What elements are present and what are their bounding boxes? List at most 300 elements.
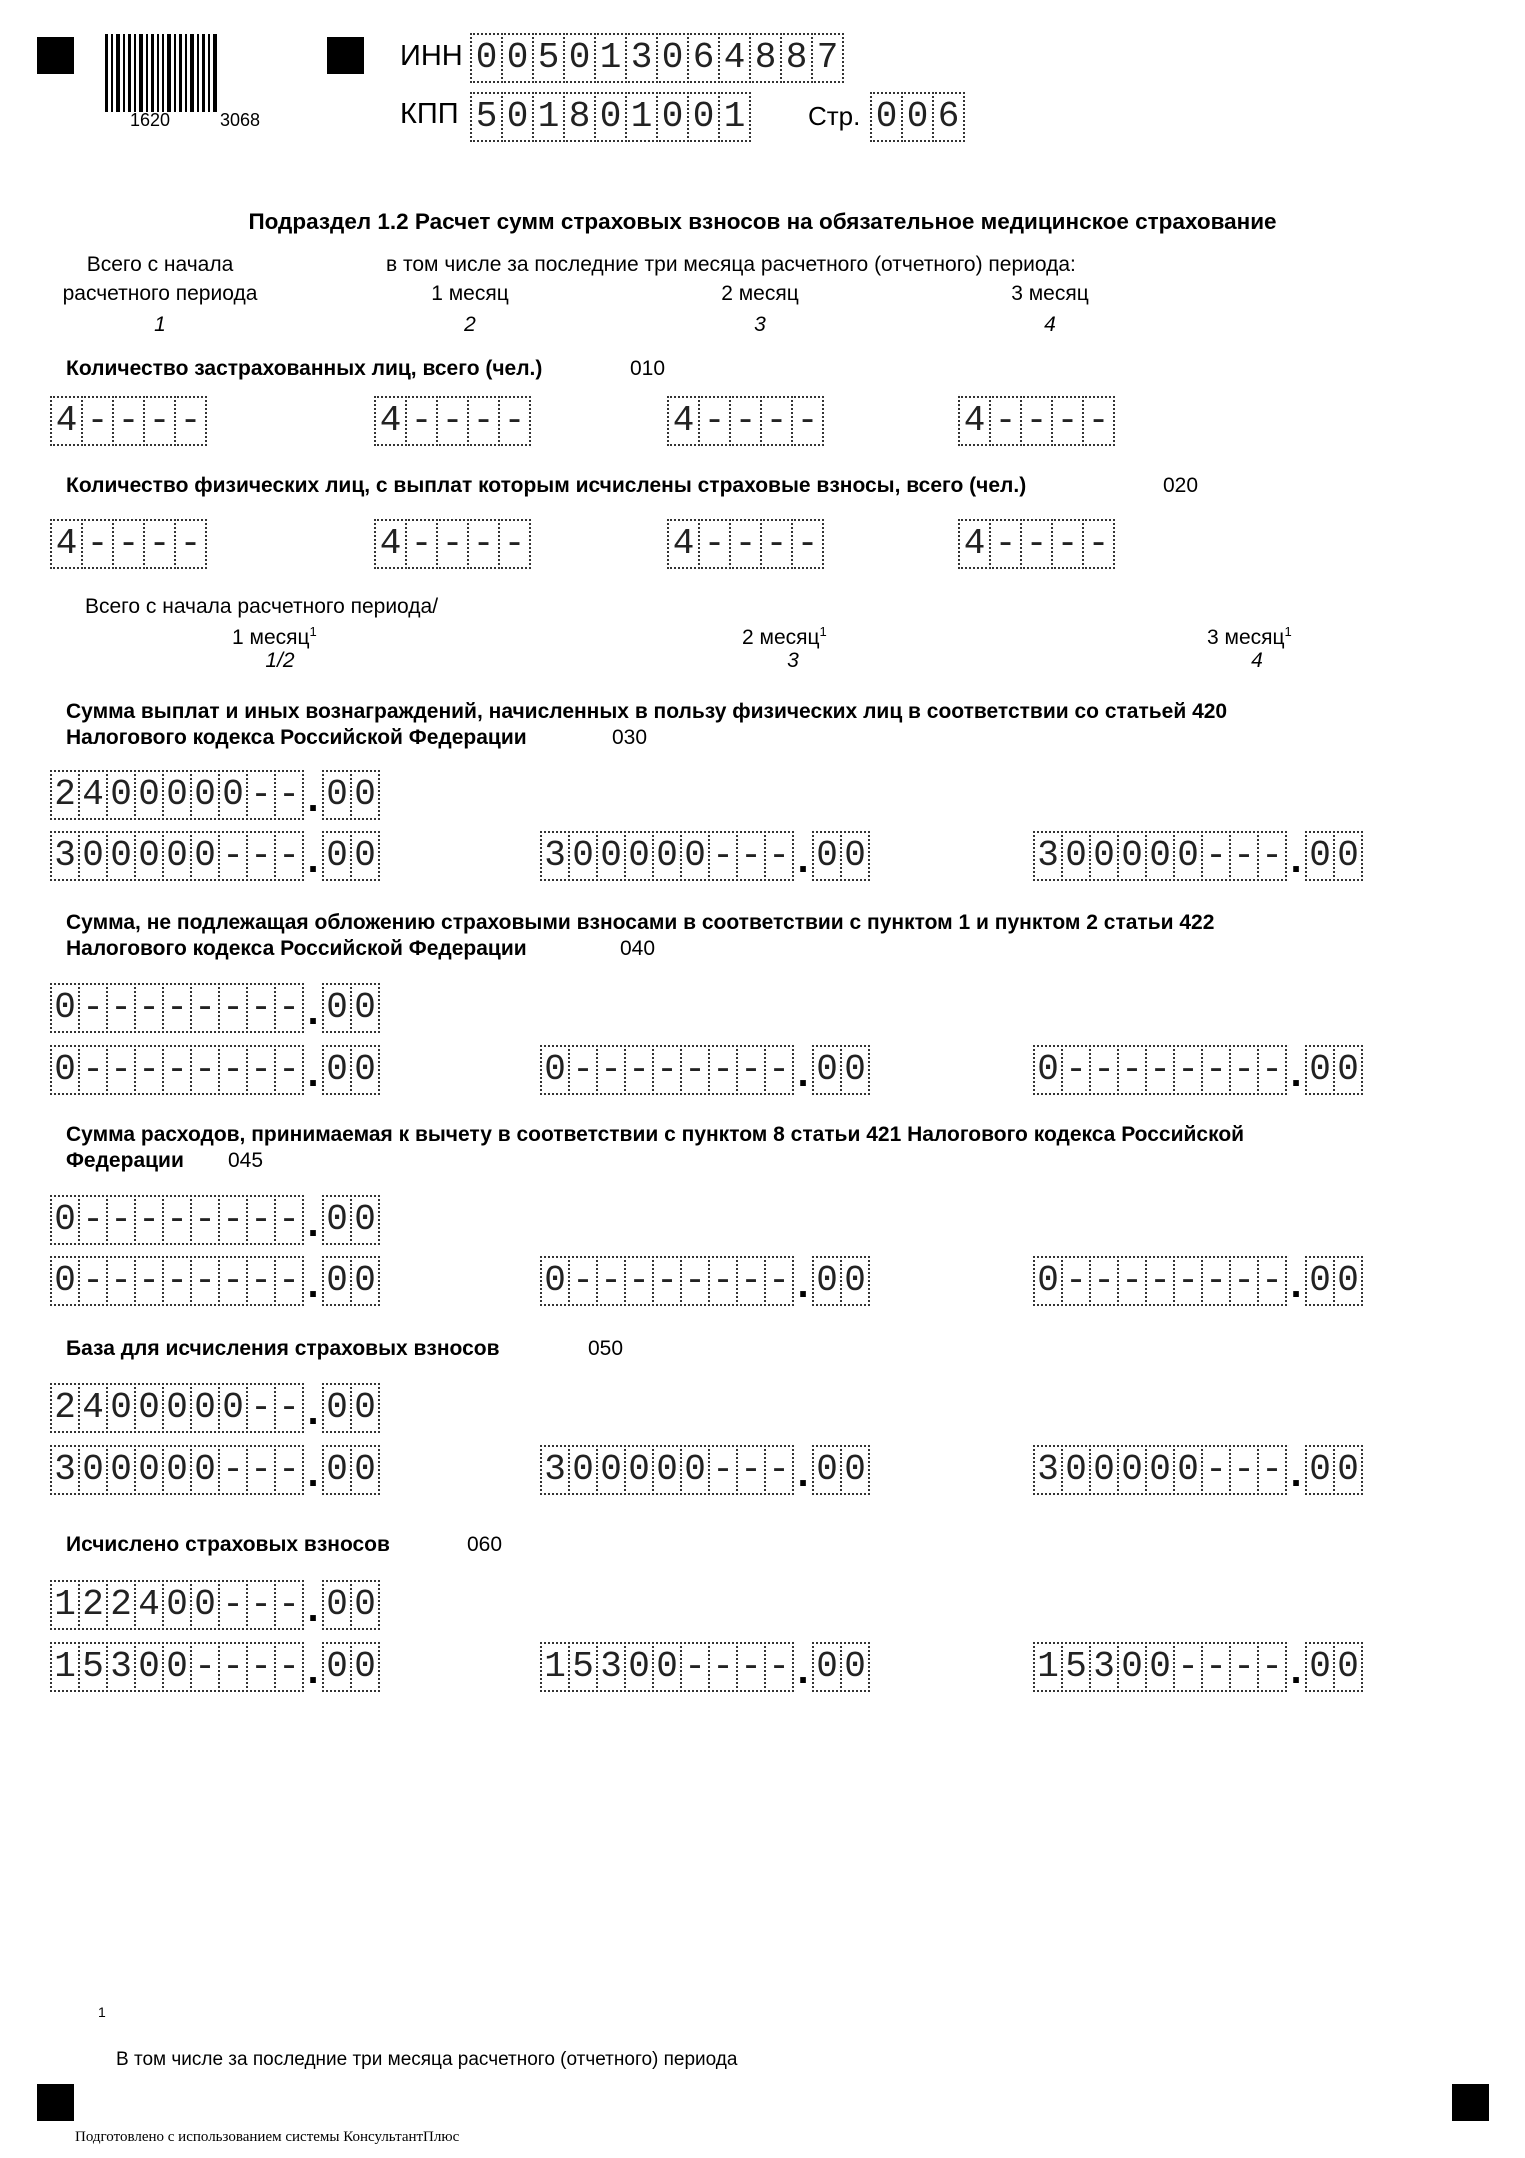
corner-mark-top-right [327, 37, 364, 74]
money-dec-cell: 0 [350, 770, 380, 820]
decimal-separator: . [797, 1451, 809, 1495]
money-int-cell: - [162, 1195, 192, 1245]
money-int-cell: 1 [50, 1642, 80, 1692]
money-dec-cell: 0 [840, 1256, 870, 1306]
count-cell: - [174, 519, 207, 569]
decimal-separator: . [1290, 1451, 1302, 1495]
money-dec-cell: 0 [350, 1642, 380, 1692]
money-dec-cell: 0 [322, 1256, 352, 1306]
money-int-cell: 0 [568, 1445, 598, 1495]
money-int-cell: 0 [624, 831, 654, 881]
money-dec-cell: 0 [812, 1256, 842, 1306]
money-int-cell: 2 [50, 1383, 80, 1433]
money-int-cell: 0 [1145, 1445, 1175, 1495]
money-int-cell: - [106, 1256, 136, 1306]
count-cell: - [729, 519, 762, 569]
money-int-cell: - [162, 1256, 192, 1306]
money-int-cell: - [1089, 1256, 1119, 1306]
money-int-cell: - [274, 1580, 304, 1630]
col2-number-3: 4 [1251, 649, 1263, 672]
money-int-cell: - [218, 1256, 248, 1306]
count-cell: - [791, 519, 824, 569]
count-cell: - [498, 396, 531, 446]
money-int-cell: - [1089, 1045, 1119, 1095]
section-045-code: 045 [228, 1149, 264, 1172]
money-int-cell: - [246, 983, 276, 1033]
money-int-cell: - [1117, 1256, 1147, 1306]
money-int-cell: - [1173, 1256, 1203, 1306]
section-040-label-1: Сумма, не подлежащая обложению страховыми взносами в соответствии с пунктом 1 и пунктом 2 статьи 422 [66, 911, 1215, 934]
money-dec-cell: 0 [1333, 1256, 1363, 1306]
money-int-cell: - [246, 1045, 276, 1095]
section-040-label-2: Налогового кодекса Российской Федерации [66, 937, 527, 960]
money-int-cell: 0 [568, 831, 598, 881]
money-int-cell: - [134, 983, 164, 1033]
decimal-separator: . [307, 776, 319, 820]
count-cell: 4 [374, 519, 407, 569]
count-cell: - [1020, 519, 1053, 569]
col-month2-label: 2 месяц [721, 282, 799, 305]
decimal-separator: . [1290, 1648, 1302, 1692]
money-int-cell: 3 [596, 1642, 626, 1692]
money-dec-cell: 0 [840, 831, 870, 881]
section-040-code: 040 [620, 937, 656, 960]
money-int-cell: - [246, 1642, 276, 1692]
inn-label: ИНН [400, 40, 463, 72]
money-int-cell: 0 [540, 1256, 570, 1306]
money-int-cell: 0 [190, 1383, 220, 1433]
count-cell: - [81, 519, 114, 569]
count-cell: - [760, 396, 793, 446]
money-int-cell: - [190, 1045, 220, 1095]
money-040-month-1 [50, 1045, 380, 1095]
money-int-cell: - [1173, 1045, 1203, 1095]
money-int-cell: 0 [190, 1580, 220, 1630]
money-int-cell: - [218, 1642, 248, 1692]
money-int-cell: - [736, 1642, 766, 1692]
money-int-cell: 1 [50, 1580, 80, 1630]
count-cell: 4 [958, 396, 991, 446]
money-int-cell: - [246, 1580, 276, 1630]
money-060-total [50, 1580, 380, 1630]
money-int-cell: - [218, 1580, 248, 1630]
money-int-cell: - [246, 770, 276, 820]
money-dec-cell: 0 [840, 1642, 870, 1692]
money-dec-cell: 0 [322, 1580, 352, 1630]
money-int-cell: - [1257, 1256, 1287, 1306]
money-int-cell: 2 [78, 1580, 108, 1630]
section-045-label-2: Федерации [66, 1149, 184, 1172]
section-045-label-1: Сумма расходов, принимаемая к вычету в соответствии с пунктом 8 статьи 421 Налогового кодекса Российской [66, 1123, 1245, 1146]
money-int-cell: 0 [652, 1445, 682, 1495]
money-int-cell: 0 [162, 1642, 192, 1692]
money-int-cell: - [764, 1445, 794, 1495]
barcode-number-right: 3068 [220, 110, 261, 130]
money-dec-cell: 0 [840, 1045, 870, 1095]
money-dec-cell: 0 [350, 831, 380, 881]
money-int-cell: - [274, 1045, 304, 1095]
col2-month1-text: 1 месяц [232, 626, 310, 649]
col2-month2-label [742, 624, 827, 650]
money-int-cell: - [190, 1256, 220, 1306]
inn-cell: 3 [625, 33, 658, 83]
count-cell: - [760, 519, 793, 569]
money-int-cell: - [1173, 1642, 1203, 1692]
money-int-cell: - [652, 1256, 682, 1306]
prepared-by: Подготовлено с использованием системы КонсультантПлюс [75, 2129, 460, 2145]
money-int-cell: - [1061, 1045, 1091, 1095]
inn-cell: 0 [656, 33, 689, 83]
money-int-cell: 0 [680, 1445, 710, 1495]
money-dec-cell: 0 [1333, 831, 1363, 881]
money-dec-cell: 0 [812, 1642, 842, 1692]
count-cell: 4 [958, 519, 991, 569]
money-dec-cell: 0 [812, 1445, 842, 1495]
money-int-cell: - [246, 1195, 276, 1245]
col2-month1-label [232, 624, 317, 650]
col2-month3-text: 3 месяц [1207, 626, 1285, 649]
section-030-code: 030 [612, 726, 648, 749]
inn-cell: 1 [594, 33, 627, 83]
col-number-3: 3 [754, 313, 766, 336]
page-label: Стр. [808, 101, 861, 131]
money-int-cell: - [1201, 1642, 1231, 1692]
money-int-cell: 0 [106, 770, 136, 820]
money-dec-cell: 0 [322, 1383, 352, 1433]
money-int-cell: 0 [1173, 1445, 1203, 1495]
money-int-cell: - [246, 831, 276, 881]
money-dec-cell: 0 [1305, 1256, 1335, 1306]
money-045-month-2 [540, 1256, 870, 1306]
section-050-label: База для исчисления страховых взносов [66, 1337, 500, 1360]
money-int-cell: 0 [652, 1642, 682, 1692]
money-int-cell: 0 [624, 1642, 654, 1692]
money-int-cell: 0 [652, 831, 682, 881]
inn-cell: 6 [687, 33, 720, 83]
count-cell: - [1082, 396, 1115, 446]
money-int-cell: - [1257, 1045, 1287, 1095]
money-int-cell: 0 [134, 1383, 164, 1433]
kpp-field [470, 92, 751, 142]
inn-cell: 7 [811, 33, 844, 83]
inn-field [470, 33, 844, 83]
corner-mark-top-left [37, 37, 74, 74]
money-int-cell: - [680, 1045, 710, 1095]
money-int-cell: - [708, 1256, 738, 1306]
money-int-cell: - [1229, 1445, 1259, 1495]
money-int-cell: - [218, 1195, 248, 1245]
money-int-cell: - [624, 1045, 654, 1095]
money-int-cell: - [1229, 1045, 1259, 1095]
money-int-cell: - [246, 1445, 276, 1495]
decimal-separator: . [307, 1201, 319, 1245]
money-int-cell: - [680, 1256, 710, 1306]
money-int-cell: - [134, 1195, 164, 1245]
money-int-cell: 0 [190, 1445, 220, 1495]
col-number-4: 4 [1044, 313, 1056, 336]
money-int-cell: - [736, 1256, 766, 1306]
page-cell: 0 [901, 92, 934, 142]
count-cell: - [405, 519, 438, 569]
decimal-separator: . [1290, 1051, 1302, 1095]
count-cell: - [989, 519, 1022, 569]
col-month3-label: 3 месяц [1011, 282, 1089, 305]
money-dec-cell: 0 [350, 983, 380, 1033]
money-040-total [50, 983, 380, 1033]
count-cell: 4 [667, 519, 700, 569]
money-int-cell: 0 [134, 831, 164, 881]
money-int-cell: - [218, 1445, 248, 1495]
money-int-cell: - [568, 1256, 598, 1306]
section-020-code: 020 [1163, 474, 1199, 497]
corner-mark-bottom-right [1452, 2084, 1489, 2121]
money-int-cell: 2 [106, 1580, 136, 1630]
money-dec-cell: 0 [322, 1445, 352, 1495]
money-dec-cell: 0 [350, 1580, 380, 1630]
page-cell: 0 [870, 92, 903, 142]
money-int-cell: 3 [50, 1445, 80, 1495]
count-cell: - [791, 396, 824, 446]
inn-cell: 5 [532, 33, 565, 83]
inn-cell: 0 [470, 33, 503, 83]
col2-month3-sup: 1 [1284, 624, 1292, 639]
money-int-cell: 5 [78, 1642, 108, 1692]
money-int-cell: - [246, 1383, 276, 1433]
money-int-cell: 0 [50, 1195, 80, 1245]
money-int-cell: - [764, 1642, 794, 1692]
money-int-cell: - [1061, 1256, 1091, 1306]
money-int-cell: - [568, 1045, 598, 1095]
money-dec-cell: 0 [1305, 1642, 1335, 1692]
count-010-col-3 [667, 396, 824, 446]
money-050-month-1 [50, 1445, 380, 1495]
count-cell: - [698, 519, 731, 569]
money-int-cell: - [134, 1045, 164, 1095]
col-month1-label: 1 месяц [431, 282, 509, 305]
money-int-cell: 0 [106, 1383, 136, 1433]
money-int-cell: - [78, 983, 108, 1033]
money-030-month-2 [540, 831, 870, 881]
money-int-cell: 5 [568, 1642, 598, 1692]
kpp-cell: 0 [594, 92, 627, 142]
money-int-cell: - [1201, 1256, 1231, 1306]
kpp-cell: 0 [501, 92, 534, 142]
money-int-cell: - [1201, 831, 1231, 881]
money-int-cell: - [162, 1045, 192, 1095]
count-cell: - [989, 396, 1022, 446]
money-int-cell: 0 [106, 1445, 136, 1495]
money-int-cell: 2 [50, 770, 80, 820]
col2-month2-sup: 1 [819, 624, 827, 639]
col2-total-label: Всего с начала расчетного периода/ [85, 595, 439, 618]
count-cell: - [81, 396, 114, 446]
count-cell: - [729, 396, 762, 446]
money-int-cell: 1 [1033, 1642, 1063, 1692]
money-045-month-1 [50, 1256, 380, 1306]
money-dec-cell: 0 [322, 1642, 352, 1692]
count-cell: - [1082, 519, 1115, 569]
section-060-label: Исчислено страховых взносов [66, 1533, 390, 1556]
kpp-cell: 5 [470, 92, 503, 142]
money-040-month-2 [540, 1045, 870, 1095]
kpp-cell: 0 [687, 92, 720, 142]
money-int-cell: 3 [50, 831, 80, 881]
count-cell: - [436, 519, 469, 569]
money-int-cell: 0 [1061, 1445, 1091, 1495]
money-int-cell: - [1145, 1256, 1175, 1306]
money-dec-cell: 0 [322, 983, 352, 1033]
money-int-cell: 0 [1089, 831, 1119, 881]
money-int-cell: - [190, 983, 220, 1033]
count-020-col-4 [958, 519, 1115, 569]
money-060-month-1 [50, 1642, 380, 1692]
decimal-separator: . [307, 1451, 319, 1495]
money-int-cell: - [274, 1642, 304, 1692]
money-int-cell: - [106, 983, 136, 1033]
money-int-cell: - [1145, 1045, 1175, 1095]
money-int-cell: - [736, 1445, 766, 1495]
count-cell: - [698, 396, 731, 446]
count-cell: - [467, 519, 500, 569]
money-int-cell: 0 [190, 831, 220, 881]
count-cell: - [467, 396, 500, 446]
money-int-cell: 0 [218, 770, 248, 820]
money-int-cell: 0 [1173, 831, 1203, 881]
decimal-separator: . [307, 1648, 319, 1692]
money-int-cell: 0 [50, 1045, 80, 1095]
money-int-cell: - [218, 831, 248, 881]
decimal-separator: . [797, 1648, 809, 1692]
count-cell: 4 [50, 396, 83, 446]
money-int-cell: - [1201, 1045, 1231, 1095]
money-050-month-2 [540, 1445, 870, 1495]
money-int-cell: 0 [624, 1445, 654, 1495]
money-int-cell: 4 [78, 1383, 108, 1433]
money-int-cell: - [274, 1445, 304, 1495]
col-number-2: 2 [464, 313, 476, 336]
inn-cell: 0 [563, 33, 596, 83]
money-int-cell: - [162, 983, 192, 1033]
money-dec-cell: 0 [322, 1045, 352, 1095]
barcode-number-left: 1620 [130, 110, 171, 130]
count-020-col-1 [50, 519, 207, 569]
money-int-cell: 3 [1089, 1642, 1119, 1692]
decimal-separator: . [797, 1051, 809, 1095]
kpp-cell: 0 [656, 92, 689, 142]
money-int-cell: 0 [162, 1445, 192, 1495]
money-dec-cell: 0 [1333, 1445, 1363, 1495]
money-int-cell: 4 [134, 1580, 164, 1630]
count-010-col-1 [50, 396, 207, 446]
money-dec-cell: 0 [1333, 1642, 1363, 1692]
count-010-col-4 [958, 396, 1115, 446]
count-cell: 4 [667, 396, 700, 446]
money-int-cell: - [78, 1045, 108, 1095]
section-020-label: Количество физических лиц, с выплат которым исчислены страховые взносы, всего (чел.) [66, 474, 1027, 497]
money-int-cell: - [274, 1383, 304, 1433]
money-int-cell: 0 [1117, 831, 1147, 881]
col2-number-2: 3 [787, 649, 799, 672]
col-incl-label: в том числе за последние три месяца расчетного (отчетного) периода: [386, 253, 1076, 276]
section-010-label: Количество застрахованных лиц, всего (чел.) [66, 357, 543, 380]
decimal-separator: . [307, 989, 319, 1033]
money-030-month-1 [50, 831, 380, 881]
money-int-cell: 0 [162, 1580, 192, 1630]
count-cell: - [143, 519, 176, 569]
money-dec-cell: 0 [322, 831, 352, 881]
money-int-cell: - [1229, 831, 1259, 881]
money-int-cell: - [1257, 1445, 1287, 1495]
money-int-cell: 0 [50, 983, 80, 1033]
money-int-cell: 3 [540, 831, 570, 881]
inn-cell: 0 [501, 33, 534, 83]
money-dec-cell: 0 [350, 1045, 380, 1095]
money-int-cell: - [1229, 1642, 1259, 1692]
money-int-cell: - [190, 1195, 220, 1245]
col2-number-1: 1/2 [265, 649, 295, 672]
money-int-cell: - [1257, 1642, 1287, 1692]
inn-cell: 8 [780, 33, 813, 83]
money-int-cell: 0 [218, 1383, 248, 1433]
money-int-cell: - [190, 1642, 220, 1692]
money-int-cell: 0 [596, 831, 626, 881]
money-int-cell: - [1201, 1445, 1231, 1495]
count-cell: - [1051, 396, 1084, 446]
count-cell: - [1020, 396, 1053, 446]
section-050-code: 050 [588, 1337, 624, 1360]
money-dec-cell: 0 [350, 1195, 380, 1245]
count-cell: - [174, 396, 207, 446]
decimal-separator: . [307, 1051, 319, 1095]
section-060-code: 060 [467, 1533, 503, 1556]
money-int-cell: - [274, 770, 304, 820]
barcode [105, 34, 220, 112]
page-number-field [870, 92, 965, 142]
money-int-cell: 3 [1033, 831, 1063, 881]
money-int-cell: 0 [162, 1383, 192, 1433]
money-050-month-3 [1033, 1445, 1363, 1495]
count-cell: - [436, 396, 469, 446]
money-int-cell: 1 [540, 1642, 570, 1692]
count-020-col-3 [667, 519, 824, 569]
money-int-cell: - [274, 831, 304, 881]
col-total-label-1: Всего с начала [86, 253, 234, 276]
kpp-cell: 1 [718, 92, 751, 142]
money-int-cell: - [1117, 1045, 1147, 1095]
money-dec-cell: 0 [840, 1445, 870, 1495]
money-int-cell: - [1257, 831, 1287, 881]
col2-month2-text: 2 месяц [742, 626, 820, 649]
col2-month1-sup: 1 [309, 624, 317, 639]
decimal-separator: . [307, 1389, 319, 1433]
money-int-cell: - [274, 1195, 304, 1245]
count-cell: - [405, 396, 438, 446]
money-int-cell: - [736, 1045, 766, 1095]
money-int-cell: 4 [78, 770, 108, 820]
money-int-cell: 0 [1061, 831, 1091, 881]
money-int-cell: 0 [190, 770, 220, 820]
money-int-cell: - [736, 831, 766, 881]
money-int-cell: - [78, 1256, 108, 1306]
money-int-cell: 0 [1145, 1642, 1175, 1692]
money-int-cell: 0 [1033, 1045, 1063, 1095]
count-cell: - [498, 519, 531, 569]
section-030-label-2: Налогового кодекса Российской Федерации [66, 726, 527, 749]
money-dec-cell: 0 [350, 1256, 380, 1306]
money-dec-cell: 0 [1305, 1045, 1335, 1095]
inn-cell: 4 [718, 33, 751, 83]
money-045-total [50, 1195, 380, 1245]
